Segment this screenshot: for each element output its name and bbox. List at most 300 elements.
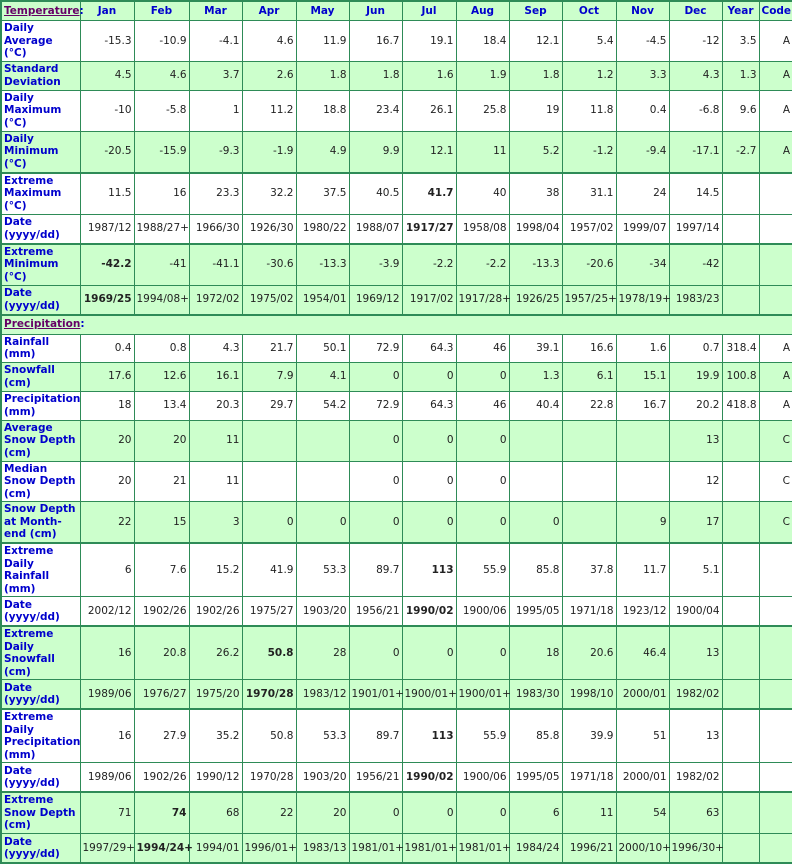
- value-cell: 1996/30+: [669, 834, 722, 864]
- code-cell: A: [759, 61, 792, 90]
- value-cell: 89.7: [349, 543, 402, 597]
- row-label: Date (yyyy/dd): [1, 763, 80, 793]
- table-row: [1, 543, 792, 597]
- table-row: [1, 680, 792, 710]
- precipitation-header-section: [1, 315, 792, 335]
- value-cell: 26.2: [189, 626, 242, 680]
- value-cell: 37.8: [562, 543, 616, 597]
- value-cell: 1970/28: [242, 763, 296, 793]
- value-cell: 16.1: [189, 362, 242, 391]
- value-cell: 38: [509, 173, 562, 215]
- value-cell: 0: [349, 792, 402, 834]
- value-cell: 63: [669, 792, 722, 834]
- value-cell: 1.2: [562, 61, 616, 90]
- table-row: [1, 834, 792, 864]
- value-cell: -9.4: [616, 131, 669, 173]
- code-cell: [759, 597, 792, 627]
- value-cell: 17.6: [80, 362, 134, 391]
- code-cell: C: [759, 420, 792, 461]
- value-cell: 1917/02: [402, 285, 456, 315]
- row-label: Median Snow Depth (cm): [1, 461, 80, 502]
- code-cell: A: [759, 90, 792, 131]
- value-cell: 35.2: [189, 709, 242, 763]
- value-cell: 50.1: [296, 334, 349, 362]
- row-label: Rainfall (mm): [1, 334, 80, 362]
- col-header-oct: Oct: [562, 1, 616, 21]
- value-cell: -10: [80, 90, 134, 131]
- value-cell: 1971/18: [562, 763, 616, 793]
- value-cell: 1981/01+: [349, 834, 402, 864]
- value-cell: 0: [349, 362, 402, 391]
- year-cell: [722, 244, 759, 286]
- value-cell: 41.9: [242, 543, 296, 597]
- value-cell: 54: [616, 792, 669, 834]
- code-cell: [759, 214, 792, 244]
- value-cell: 1900/01+: [402, 680, 456, 710]
- table-row: [1, 131, 792, 173]
- value-cell: 53.3: [296, 709, 349, 763]
- value-cell: 1999/07: [616, 214, 669, 244]
- value-cell: -9.3: [189, 131, 242, 173]
- value-cell: 13: [669, 709, 722, 763]
- table-row: [1, 461, 792, 502]
- value-cell: 72.9: [349, 391, 402, 420]
- value-cell: 85.8: [509, 709, 562, 763]
- year-cell: -2.7: [722, 131, 759, 173]
- value-cell: 15.2: [189, 543, 242, 597]
- row-label: Extreme Minimum (°C): [1, 244, 80, 286]
- value-cell: 1902/26: [189, 597, 242, 627]
- value-cell: 1990/02: [402, 763, 456, 793]
- value-cell: -42: [669, 244, 722, 286]
- value-cell: -15.9: [134, 131, 189, 173]
- value-cell: 5.4: [562, 21, 616, 62]
- table-row: [1, 391, 792, 420]
- value-cell: 1903/20: [296, 597, 349, 627]
- value-cell: 1997/29+: [80, 834, 134, 864]
- value-cell: 55.9: [456, 543, 509, 597]
- year-cell: [722, 461, 759, 502]
- code-cell: [759, 173, 792, 215]
- col-header-jun: Jun: [349, 1, 402, 21]
- year-cell: 418.8: [722, 391, 759, 420]
- value-cell: -12: [669, 21, 722, 62]
- value-cell: 40.4: [509, 391, 562, 420]
- table-row: [1, 285, 792, 315]
- value-cell: -15.3: [80, 21, 134, 62]
- value-cell: 0: [349, 502, 402, 544]
- value-cell: 1.8: [349, 61, 402, 90]
- value-cell: 13: [669, 626, 722, 680]
- value-cell: 11.9: [296, 21, 349, 62]
- year-cell: [722, 626, 759, 680]
- value-cell: 11: [189, 461, 242, 502]
- value-cell: 6: [80, 543, 134, 597]
- value-cell: [509, 420, 562, 461]
- value-cell: 1926/30: [242, 214, 296, 244]
- code-cell: A: [759, 21, 792, 62]
- value-cell: 0: [456, 420, 509, 461]
- value-cell: 1969/12: [349, 285, 402, 315]
- value-cell: 85.8: [509, 543, 562, 597]
- value-cell: 19.1: [402, 21, 456, 62]
- value-cell: 1.6: [616, 334, 669, 362]
- header-row: [1, 1, 792, 21]
- value-cell: -13.3: [296, 244, 349, 286]
- value-cell: 1956/21: [349, 597, 402, 627]
- value-cell: 13: [669, 420, 722, 461]
- row-label: Precipitation (mm): [1, 391, 80, 420]
- value-cell: -2.2: [402, 244, 456, 286]
- year-cell: [722, 834, 759, 864]
- value-cell: 51: [616, 709, 669, 763]
- table-row: [1, 214, 792, 244]
- table-row: [1, 21, 792, 62]
- value-cell: 46.4: [616, 626, 669, 680]
- precipitation-header-row: [1, 315, 792, 335]
- col-header-may: May: [296, 1, 349, 21]
- value-cell: 53.3: [296, 543, 349, 597]
- value-cell: 3.7: [189, 61, 242, 90]
- value-cell: 1903/20: [296, 763, 349, 793]
- year-cell: [722, 502, 759, 544]
- value-cell: 26.1: [402, 90, 456, 131]
- value-cell: [242, 461, 296, 502]
- value-cell: 11: [456, 131, 509, 173]
- value-cell: 0: [456, 792, 509, 834]
- row-label: Daily Maximum (°C): [1, 90, 80, 131]
- value-cell: [562, 420, 616, 461]
- value-cell: 1917/28+: [456, 285, 509, 315]
- value-cell: 1994/24+: [134, 834, 189, 864]
- year-cell: [722, 597, 759, 627]
- value-cell: -20.5: [80, 131, 134, 173]
- year-cell: 3.5: [722, 21, 759, 62]
- col-header-feb: Feb: [134, 1, 189, 21]
- value-cell: 3.3: [616, 61, 669, 90]
- value-cell: 0.4: [80, 334, 134, 362]
- value-cell: -1.2: [562, 131, 616, 173]
- table-row: [1, 763, 792, 793]
- value-cell: -4.1: [189, 21, 242, 62]
- value-cell: 18: [509, 626, 562, 680]
- value-cell: 17: [669, 502, 722, 544]
- value-cell: 1902/26: [134, 763, 189, 793]
- value-cell: 50.8: [242, 626, 296, 680]
- temperature-section: [1, 21, 792, 315]
- value-cell: 4.9: [296, 131, 349, 173]
- value-cell: 0: [402, 792, 456, 834]
- value-cell: 0: [456, 626, 509, 680]
- value-cell: 20: [296, 792, 349, 834]
- temperature-section-link[interactable]: Temperature: [4, 4, 80, 17]
- value-cell: 2000/01: [616, 763, 669, 793]
- value-cell: 1981/01+: [456, 834, 509, 864]
- value-cell: 1969/25: [80, 285, 134, 315]
- code-cell: [759, 763, 792, 793]
- code-cell: A: [759, 131, 792, 173]
- value-cell: 1966/30: [189, 214, 242, 244]
- value-cell: 1: [189, 90, 242, 131]
- value-cell: [509, 461, 562, 502]
- value-cell: -10.9: [134, 21, 189, 62]
- value-cell: -3.9: [349, 244, 402, 286]
- value-cell: 20: [134, 420, 189, 461]
- value-cell: 0.4: [616, 90, 669, 131]
- value-cell: 0.7: [669, 334, 722, 362]
- value-cell: 19.9: [669, 362, 722, 391]
- value-cell: 2002/12: [80, 597, 134, 627]
- value-cell: 0: [509, 502, 562, 544]
- value-cell: 3: [189, 502, 242, 544]
- value-cell: 55.9: [456, 709, 509, 763]
- value-cell: 50.8: [242, 709, 296, 763]
- row-label: Date (yyyy/dd): [1, 680, 80, 710]
- value-cell: 18.4: [456, 21, 509, 62]
- value-cell: -17.1: [669, 131, 722, 173]
- value-cell: 13.4: [134, 391, 189, 420]
- col-header-year: Year: [722, 1, 759, 21]
- value-cell: 1958/08: [456, 214, 509, 244]
- value-cell: 1996/21: [562, 834, 616, 864]
- value-cell: 1900/06: [456, 763, 509, 793]
- value-cell: 11.7: [616, 543, 669, 597]
- value-cell: 19: [509, 90, 562, 131]
- table-row: [1, 362, 792, 391]
- col-header-code: Code: [759, 1, 792, 21]
- value-cell: 16: [134, 173, 189, 215]
- value-cell: 12.6: [134, 362, 189, 391]
- value-cell: 37.5: [296, 173, 349, 215]
- value-cell: 1983/12: [296, 680, 349, 710]
- col-header-dec: Dec: [669, 1, 722, 21]
- value-cell: 1988/27+: [134, 214, 189, 244]
- value-cell: 0: [402, 362, 456, 391]
- value-cell: 1901/01+: [349, 680, 402, 710]
- value-cell: 27.9: [134, 709, 189, 763]
- row-label: Standard Deviation: [1, 61, 80, 90]
- code-cell: [759, 244, 792, 286]
- value-cell: 1956/21: [349, 763, 402, 793]
- value-cell: 14.5: [669, 173, 722, 215]
- value-cell: 89.7: [349, 709, 402, 763]
- value-cell: 1.8: [296, 61, 349, 90]
- colon: :: [80, 318, 85, 331]
- value-cell: 2.6: [242, 61, 296, 90]
- row-label: Snow Depth at Month-end (cm): [1, 502, 80, 544]
- value-cell: 28: [296, 626, 349, 680]
- value-cell: 40: [456, 173, 509, 215]
- value-cell: 0: [349, 626, 402, 680]
- value-cell: 1996/01+: [242, 834, 296, 864]
- value-cell: 9.9: [349, 131, 402, 173]
- code-cell: A: [759, 391, 792, 420]
- value-cell: 9: [616, 502, 669, 544]
- year-cell: 1.3: [722, 61, 759, 90]
- code-cell: [759, 543, 792, 597]
- precipitation-section-link[interactable]: Precipitation: [4, 318, 81, 331]
- value-cell: 1998/04: [509, 214, 562, 244]
- value-cell: 4.6: [134, 61, 189, 90]
- value-cell: 1989/06: [80, 763, 134, 793]
- value-cell: 15: [134, 502, 189, 544]
- year-cell: [722, 680, 759, 710]
- value-cell: 39.9: [562, 709, 616, 763]
- value-cell: 1982/02: [669, 680, 722, 710]
- value-cell: 54.2: [296, 391, 349, 420]
- value-cell: 0.8: [134, 334, 189, 362]
- code-cell: [759, 285, 792, 315]
- value-cell: 11.5: [80, 173, 134, 215]
- value-cell: 4.3: [669, 61, 722, 90]
- code-cell: [759, 834, 792, 864]
- value-cell: 64.3: [402, 391, 456, 420]
- value-cell: 7.9: [242, 362, 296, 391]
- value-cell: 72.9: [349, 334, 402, 362]
- value-cell: 23.3: [189, 173, 242, 215]
- value-cell: 1995/05: [509, 597, 562, 627]
- code-cell: A: [759, 334, 792, 362]
- year-cell: [722, 173, 759, 215]
- value-cell: 20: [80, 461, 134, 502]
- value-cell: 41.7: [402, 173, 456, 215]
- row-label: Extreme Daily Snowfall (cm): [1, 626, 80, 680]
- year-cell: [722, 763, 759, 793]
- value-cell: 0: [242, 502, 296, 544]
- table-row: [1, 334, 792, 362]
- value-cell: 16.7: [616, 391, 669, 420]
- value-cell: [562, 461, 616, 502]
- value-cell: 1923/12: [616, 597, 669, 627]
- value-cell: 4.6: [242, 21, 296, 62]
- value-cell: 2000/10+: [616, 834, 669, 864]
- value-cell: -42.2: [80, 244, 134, 286]
- value-cell: 1902/26: [134, 597, 189, 627]
- year-cell: [722, 709, 759, 763]
- col-header-mar: Mar: [189, 1, 242, 21]
- value-cell: 1954/01: [296, 285, 349, 315]
- year-cell: [722, 420, 759, 461]
- value-cell: 1981/01+: [402, 834, 456, 864]
- value-cell: 16.6: [562, 334, 616, 362]
- value-cell: 20.8: [134, 626, 189, 680]
- value-cell: 1900/01+: [456, 680, 509, 710]
- value-cell: 5.2: [509, 131, 562, 173]
- value-cell: 1983/13: [296, 834, 349, 864]
- value-cell: 1978/19+: [616, 285, 669, 315]
- value-cell: 12.1: [402, 131, 456, 173]
- value-cell: 71: [80, 792, 134, 834]
- value-cell: 29.7: [242, 391, 296, 420]
- row-label: Extreme Maximum (°C): [1, 173, 80, 215]
- value-cell: 7.6: [134, 543, 189, 597]
- value-cell: 40.5: [349, 173, 402, 215]
- value-cell: [296, 420, 349, 461]
- precipitation-section: [1, 334, 792, 863]
- code-cell: [759, 680, 792, 710]
- code-cell: C: [759, 502, 792, 544]
- value-cell: 68: [189, 792, 242, 834]
- value-cell: 4.5: [80, 61, 134, 90]
- value-cell: 0: [349, 420, 402, 461]
- value-cell: 64.3: [402, 334, 456, 362]
- value-cell: 11: [189, 420, 242, 461]
- value-cell: 1975/20: [189, 680, 242, 710]
- value-cell: 20: [80, 420, 134, 461]
- value-cell: 1990/12: [189, 763, 242, 793]
- table-row: [1, 792, 792, 834]
- value-cell: 1917/27: [402, 214, 456, 244]
- value-cell: 32.2: [242, 173, 296, 215]
- value-cell: 20.6: [562, 626, 616, 680]
- value-cell: 6.1: [562, 362, 616, 391]
- value-cell: 5.1: [669, 543, 722, 597]
- table-row: [1, 709, 792, 763]
- value-cell: 4.3: [189, 334, 242, 362]
- value-cell: [242, 420, 296, 461]
- value-cell: 39.1: [509, 334, 562, 362]
- value-cell: 46: [456, 334, 509, 362]
- value-cell: 1.3: [509, 362, 562, 391]
- value-cell: 1.6: [402, 61, 456, 90]
- value-cell: 1984/24: [509, 834, 562, 864]
- col-header-apr: Apr: [242, 1, 296, 21]
- value-cell: 18.8: [296, 90, 349, 131]
- value-cell: 25.8: [456, 90, 509, 131]
- value-cell: 22: [242, 792, 296, 834]
- value-cell: 16: [80, 709, 134, 763]
- value-cell: -1.9: [242, 131, 296, 173]
- table-row: [1, 420, 792, 461]
- value-cell: 1976/27: [134, 680, 189, 710]
- value-cell: -4.5: [616, 21, 669, 62]
- precipitation-section-header: [1, 315, 792, 335]
- year-cell: 9.6: [722, 90, 759, 131]
- value-cell: -41.1: [189, 244, 242, 286]
- value-cell: -34: [616, 244, 669, 286]
- value-cell: 1988/07: [349, 214, 402, 244]
- value-cell: 1975/27: [242, 597, 296, 627]
- value-cell: 0: [456, 502, 509, 544]
- value-cell: 22.8: [562, 391, 616, 420]
- colon: :: [79, 4, 84, 17]
- value-cell: 12.1: [509, 21, 562, 62]
- value-cell: 1.8: [509, 61, 562, 90]
- year-cell: 318.4: [722, 334, 759, 362]
- value-cell: 0: [349, 461, 402, 502]
- value-cell: 0: [456, 362, 509, 391]
- value-cell: 1994/08+: [134, 285, 189, 315]
- value-cell: 1989/06: [80, 680, 134, 710]
- value-cell: 1997/14: [669, 214, 722, 244]
- row-label: Date (yyyy/dd): [1, 285, 80, 315]
- row-label: Average Snow Depth (cm): [1, 420, 80, 461]
- value-cell: -6.8: [669, 90, 722, 131]
- value-cell: 0: [296, 502, 349, 544]
- row-label: Extreme Daily Rainfall (mm): [1, 543, 80, 597]
- value-cell: 4.1: [296, 362, 349, 391]
- table-row: [1, 626, 792, 680]
- table-row: [1, 173, 792, 215]
- value-cell: 21: [134, 461, 189, 502]
- value-cell: -5.8: [134, 90, 189, 131]
- value-cell: 16.7: [349, 21, 402, 62]
- value-cell: 11.2: [242, 90, 296, 131]
- year-cell: [722, 214, 759, 244]
- row-label: Daily Average (°C): [1, 21, 80, 62]
- code-cell: [759, 709, 792, 763]
- value-cell: 22: [80, 502, 134, 544]
